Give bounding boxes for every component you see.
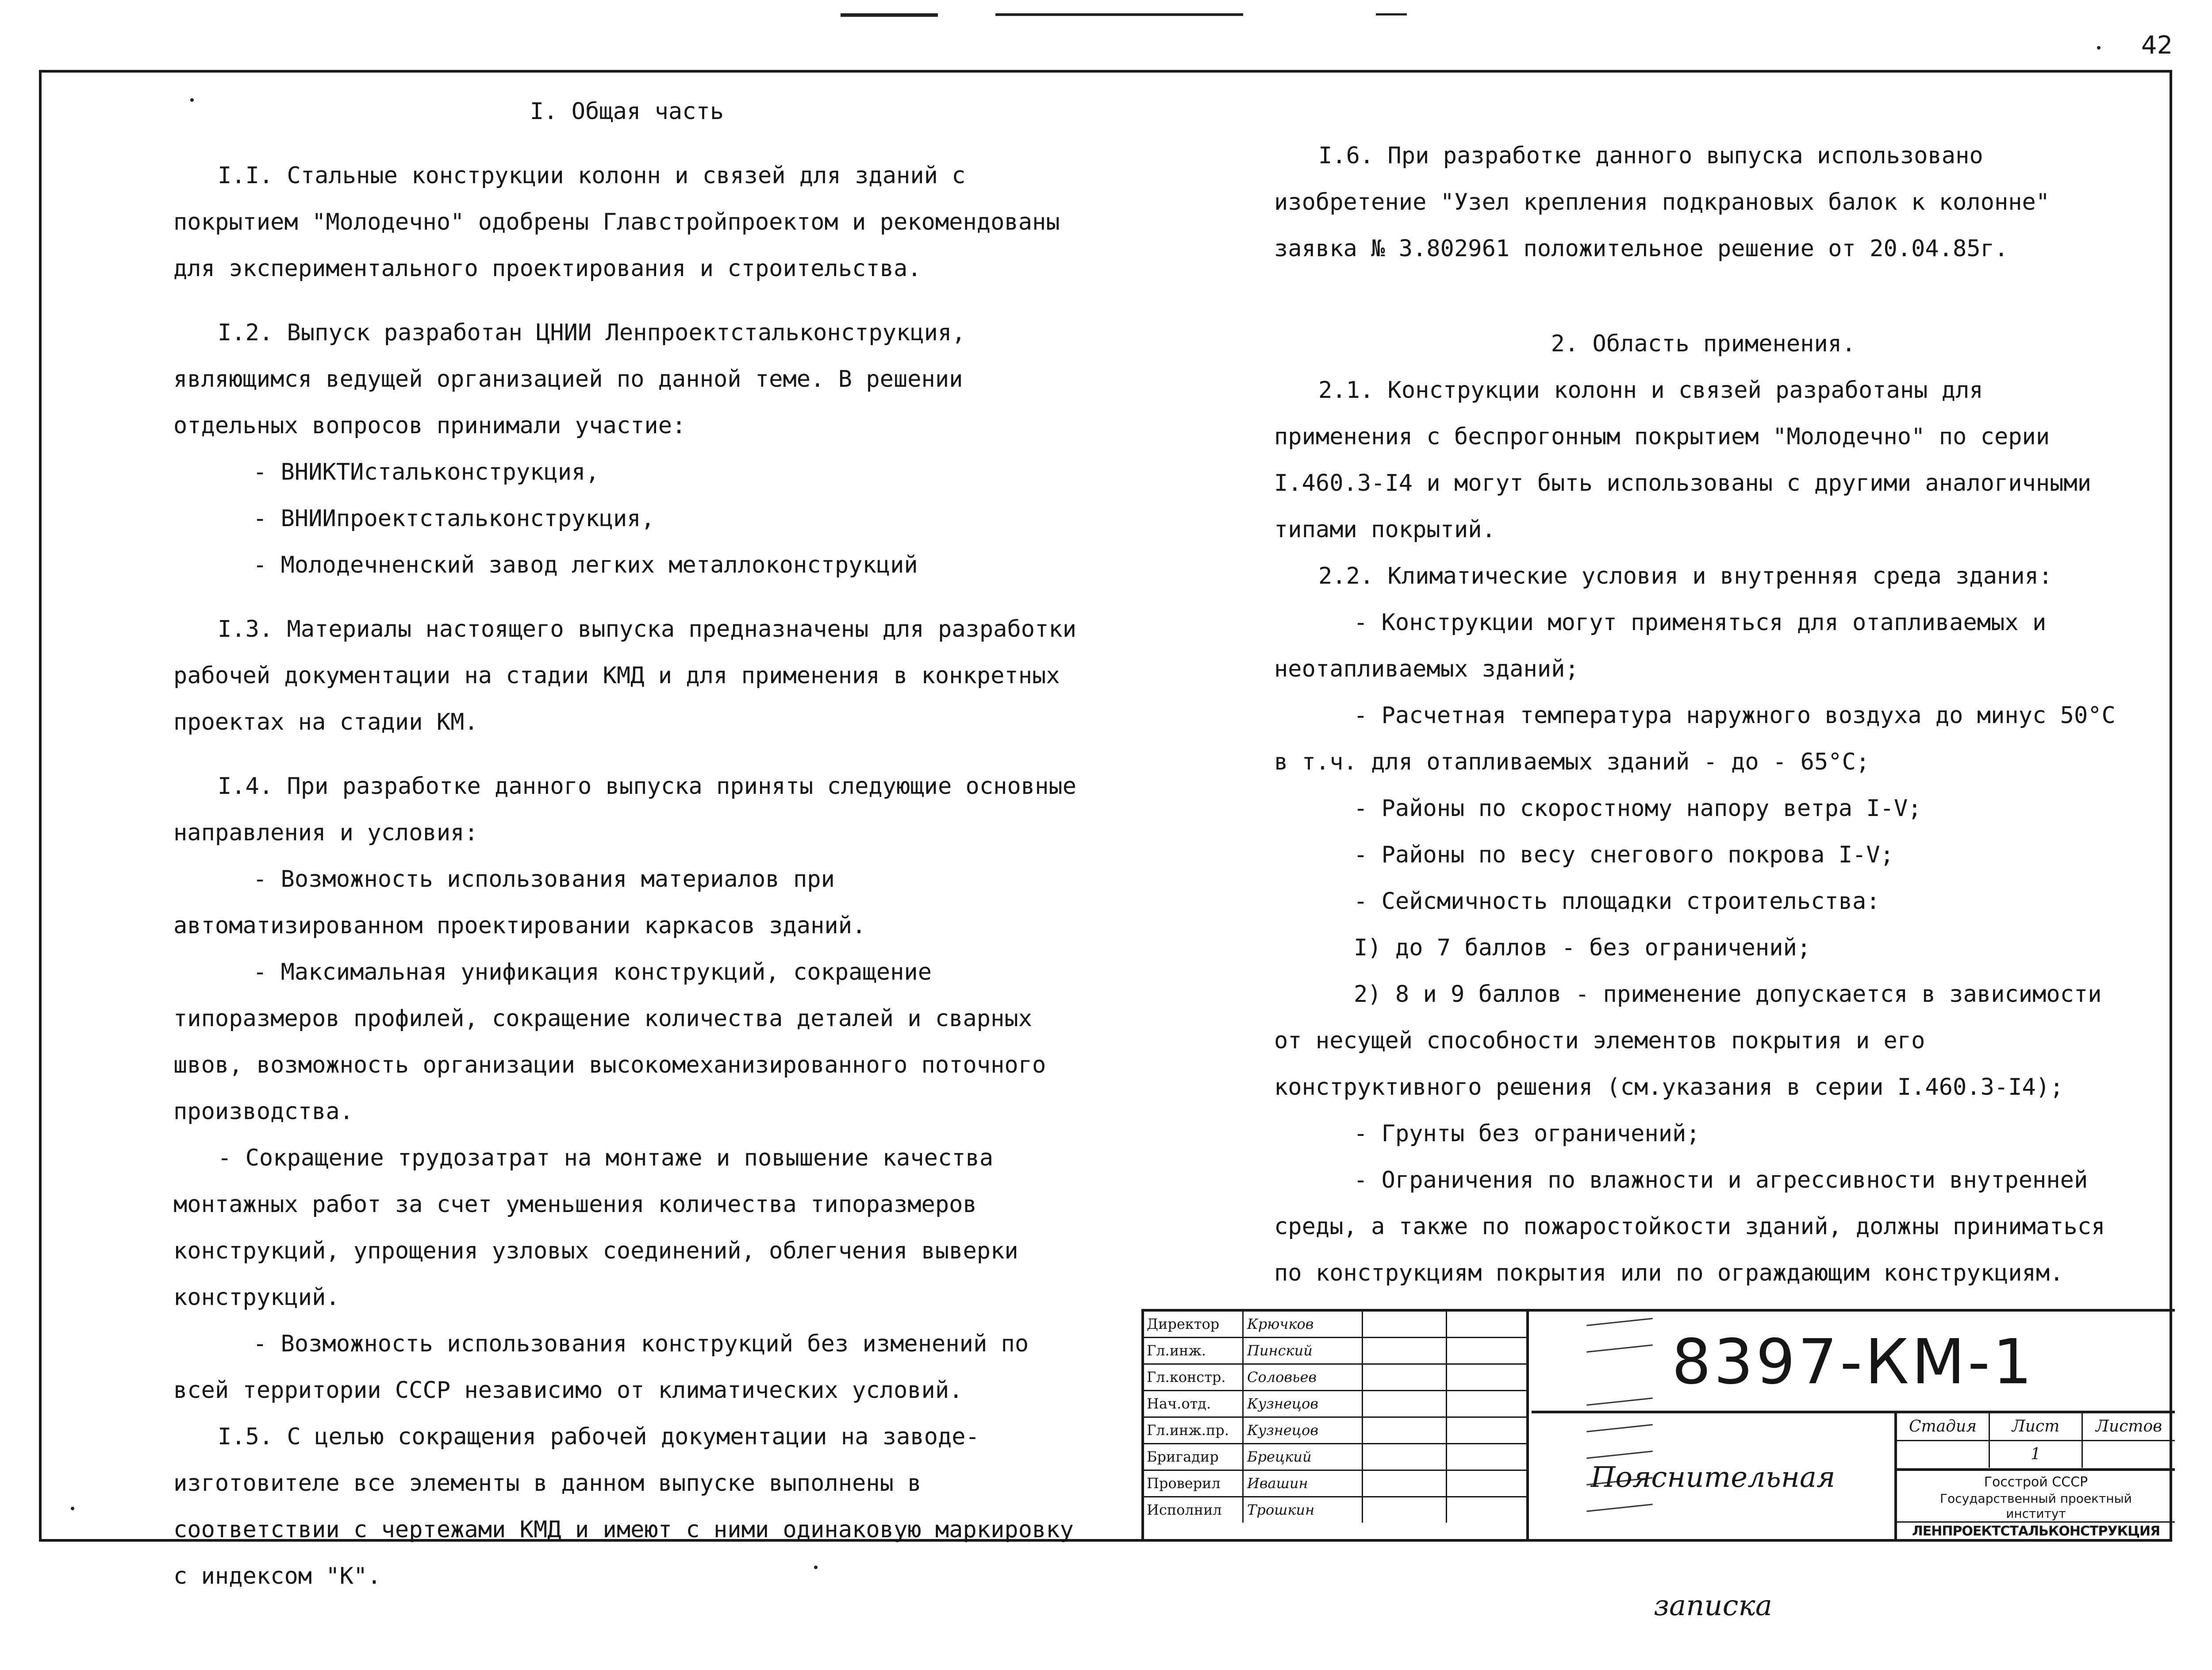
condition-item: - Ограничения по влажности и агрессивности внутренней среды, а также по пожаростойкости зданий, должны приниматься по конструкциям покрытия или по ограждающим конструкциям. xyxy=(1274,1167,2105,1286)
sheets-label: Листов xyxy=(2095,1417,2162,1435)
signature-grid xyxy=(1144,1312,1529,1542)
title-block xyxy=(1141,1309,2175,1622)
signature xyxy=(1363,1418,1447,1443)
right-column xyxy=(1274,133,2132,1297)
signature-row: Гл.констр. Соловьев xyxy=(1144,1365,1526,1391)
paragraph-1-4-d: - Возможность использования конструкций без изменений по всей территории СССР независимо от климатических условий. xyxy=(173,1331,1029,1404)
signature xyxy=(1363,1497,1447,1523)
sheet-label: Лист xyxy=(1990,1413,2083,1440)
paragraph-1-3: I.3. Материалы настоящего выпуска предназначены для разработки рабочей документации на стадии КМД и для применения в конкретных проектах на стадии КМ. xyxy=(173,616,1077,735)
paragraph-2-1: 2.1. Конструкции колонн и связей разработаны для применения с беспрогонным покрытием "Молодечно" по серии I.460.3-I4 и могут быть использованы с другими аналогичными типами покрытий. xyxy=(1274,377,2092,543)
signature-row: Проверил Ивашин xyxy=(1144,1471,1526,1497)
participant-item: - ВНИКТИстальконструкция, xyxy=(253,459,599,485)
paragraph-1-4-a: - Возможность использования материалов при автоматизированном проектировании каркасов зданий. xyxy=(173,866,866,939)
paragraph-1-6: I.6. При разработке данного выпуска использовано изобретение "Узел крепления подкрановых балок к колонне" заявка № 3.802961 положительное решение от 20.04.85г. xyxy=(1274,142,2050,262)
section-1-heading: I. Общая часть xyxy=(530,98,724,125)
signature-row: Исполнил Трошкин xyxy=(1144,1497,1526,1523)
signature xyxy=(1363,1338,1447,1363)
paragraph-1-1: I.I. Стальные конструкции колонн и связей для зданий с покрытием "Молодечно" одобрены Главстройпроектом и рекомендованы для экспериментального проектирования и строительства. xyxy=(173,162,1060,282)
condition-item: - Районы по скоростному напору ветра I-V; xyxy=(1354,795,1922,822)
stage-label: Стадия xyxy=(1897,1413,1990,1440)
participant-item: - ВНИИпроектстальконструкция, xyxy=(253,505,655,532)
signature-row: Гл.инж. Пинский xyxy=(1144,1338,1526,1365)
paragraph-1-4-c: - Сокращение трудозатрат на монтаже и повышение качества монтажных работ за счет уменьшения количества типоразмеров конструкций, упрощения узловых соединений, облегчения выверки конструкций. xyxy=(173,1145,1018,1311)
left-column xyxy=(173,89,1080,1600)
paragraph-1-5: I.5. С целью сокращения рабочей документации на заводе-изготовителе все элементы в данном выпуске выполнены в соответствии с чертежами КМД и имеют с ними одинаковую маркировку с индексом "К". xyxy=(173,1424,1074,1589)
paragraph-2-2: 2.2. Климатические условия и внутренняя среда здания: xyxy=(1318,563,2053,589)
condition-item: - Сейсмичность площадки строительства: xyxy=(1354,888,1880,915)
signature-row: Нач.отд. Кузнецов xyxy=(1144,1391,1526,1418)
signature xyxy=(1363,1391,1447,1416)
paragraph-1-2: I.2. Выпуск разработан ЦНИИ Ленпроектстальконструкция, являющимся ведущей организацией по данной теме. В решении отдельных вопросов принимали участие: xyxy=(173,319,966,439)
sheet-value: 1 xyxy=(1990,1441,2083,1468)
page-number: 42 xyxy=(2141,31,2173,60)
sheet-title: Пояснительная записка xyxy=(1532,1413,1897,1542)
sheet-meta xyxy=(1897,1413,2175,1471)
seismic-item: 2) 8 и 9 баллов - применение допускается в зависимости от несущей способности элементов покрытия и его конструктивного решения (см.указания в серии I.460.3-I4); xyxy=(1274,981,2102,1101)
condition-item: - Конструкции могут применяться для отапливаемых и неотапливаемых зданий; xyxy=(1274,609,2047,682)
signature-row: Бригадир Брецкий xyxy=(1144,1444,1526,1471)
section-2-heading: 2. Область применения. xyxy=(1551,331,1856,357)
signature xyxy=(1363,1471,1447,1496)
signature xyxy=(1363,1312,1447,1337)
condition-item: - Районы по весу снегового покрова I-V; xyxy=(1354,842,1894,868)
organization: Госстрой СССР Государственный проектный институт ЛЕНПРОЕКТСТАЛЬКОНСТРУКЦИЯ xyxy=(1897,1471,2175,1542)
paragraph-1-4: I.4. При разработке данного выпуска приняты следующие основные направления и условия: xyxy=(173,773,1077,846)
signature-row: Гл.инж.пр. Кузнецов xyxy=(1144,1418,1526,1444)
signature-row: Директор Крючков xyxy=(1144,1312,1526,1338)
condition-item: - Грунты без ограничений; xyxy=(1354,1120,1700,1147)
paragraph-1-4-b: - Максимальная унификация конструкций, сокращение типоразмеров профилей, сокращение количества деталей и сварных швов, возможность организации высокомеханизированного поточного производства. xyxy=(173,959,1046,1125)
condition-item: - Расчетная температура наружного воздуха до минус 50°С в т.ч. для отапливаемых зданий - до - 65°С; xyxy=(1274,702,2116,775)
document-number: 8397-КМ-1 xyxy=(1532,1312,2175,1413)
participant-item: - Молодечненский завод легких металлоконструкций xyxy=(253,552,918,578)
signature xyxy=(1363,1444,1447,1470)
seismic-item: I) до 7 баллов - без ограничений; xyxy=(1354,935,1811,961)
